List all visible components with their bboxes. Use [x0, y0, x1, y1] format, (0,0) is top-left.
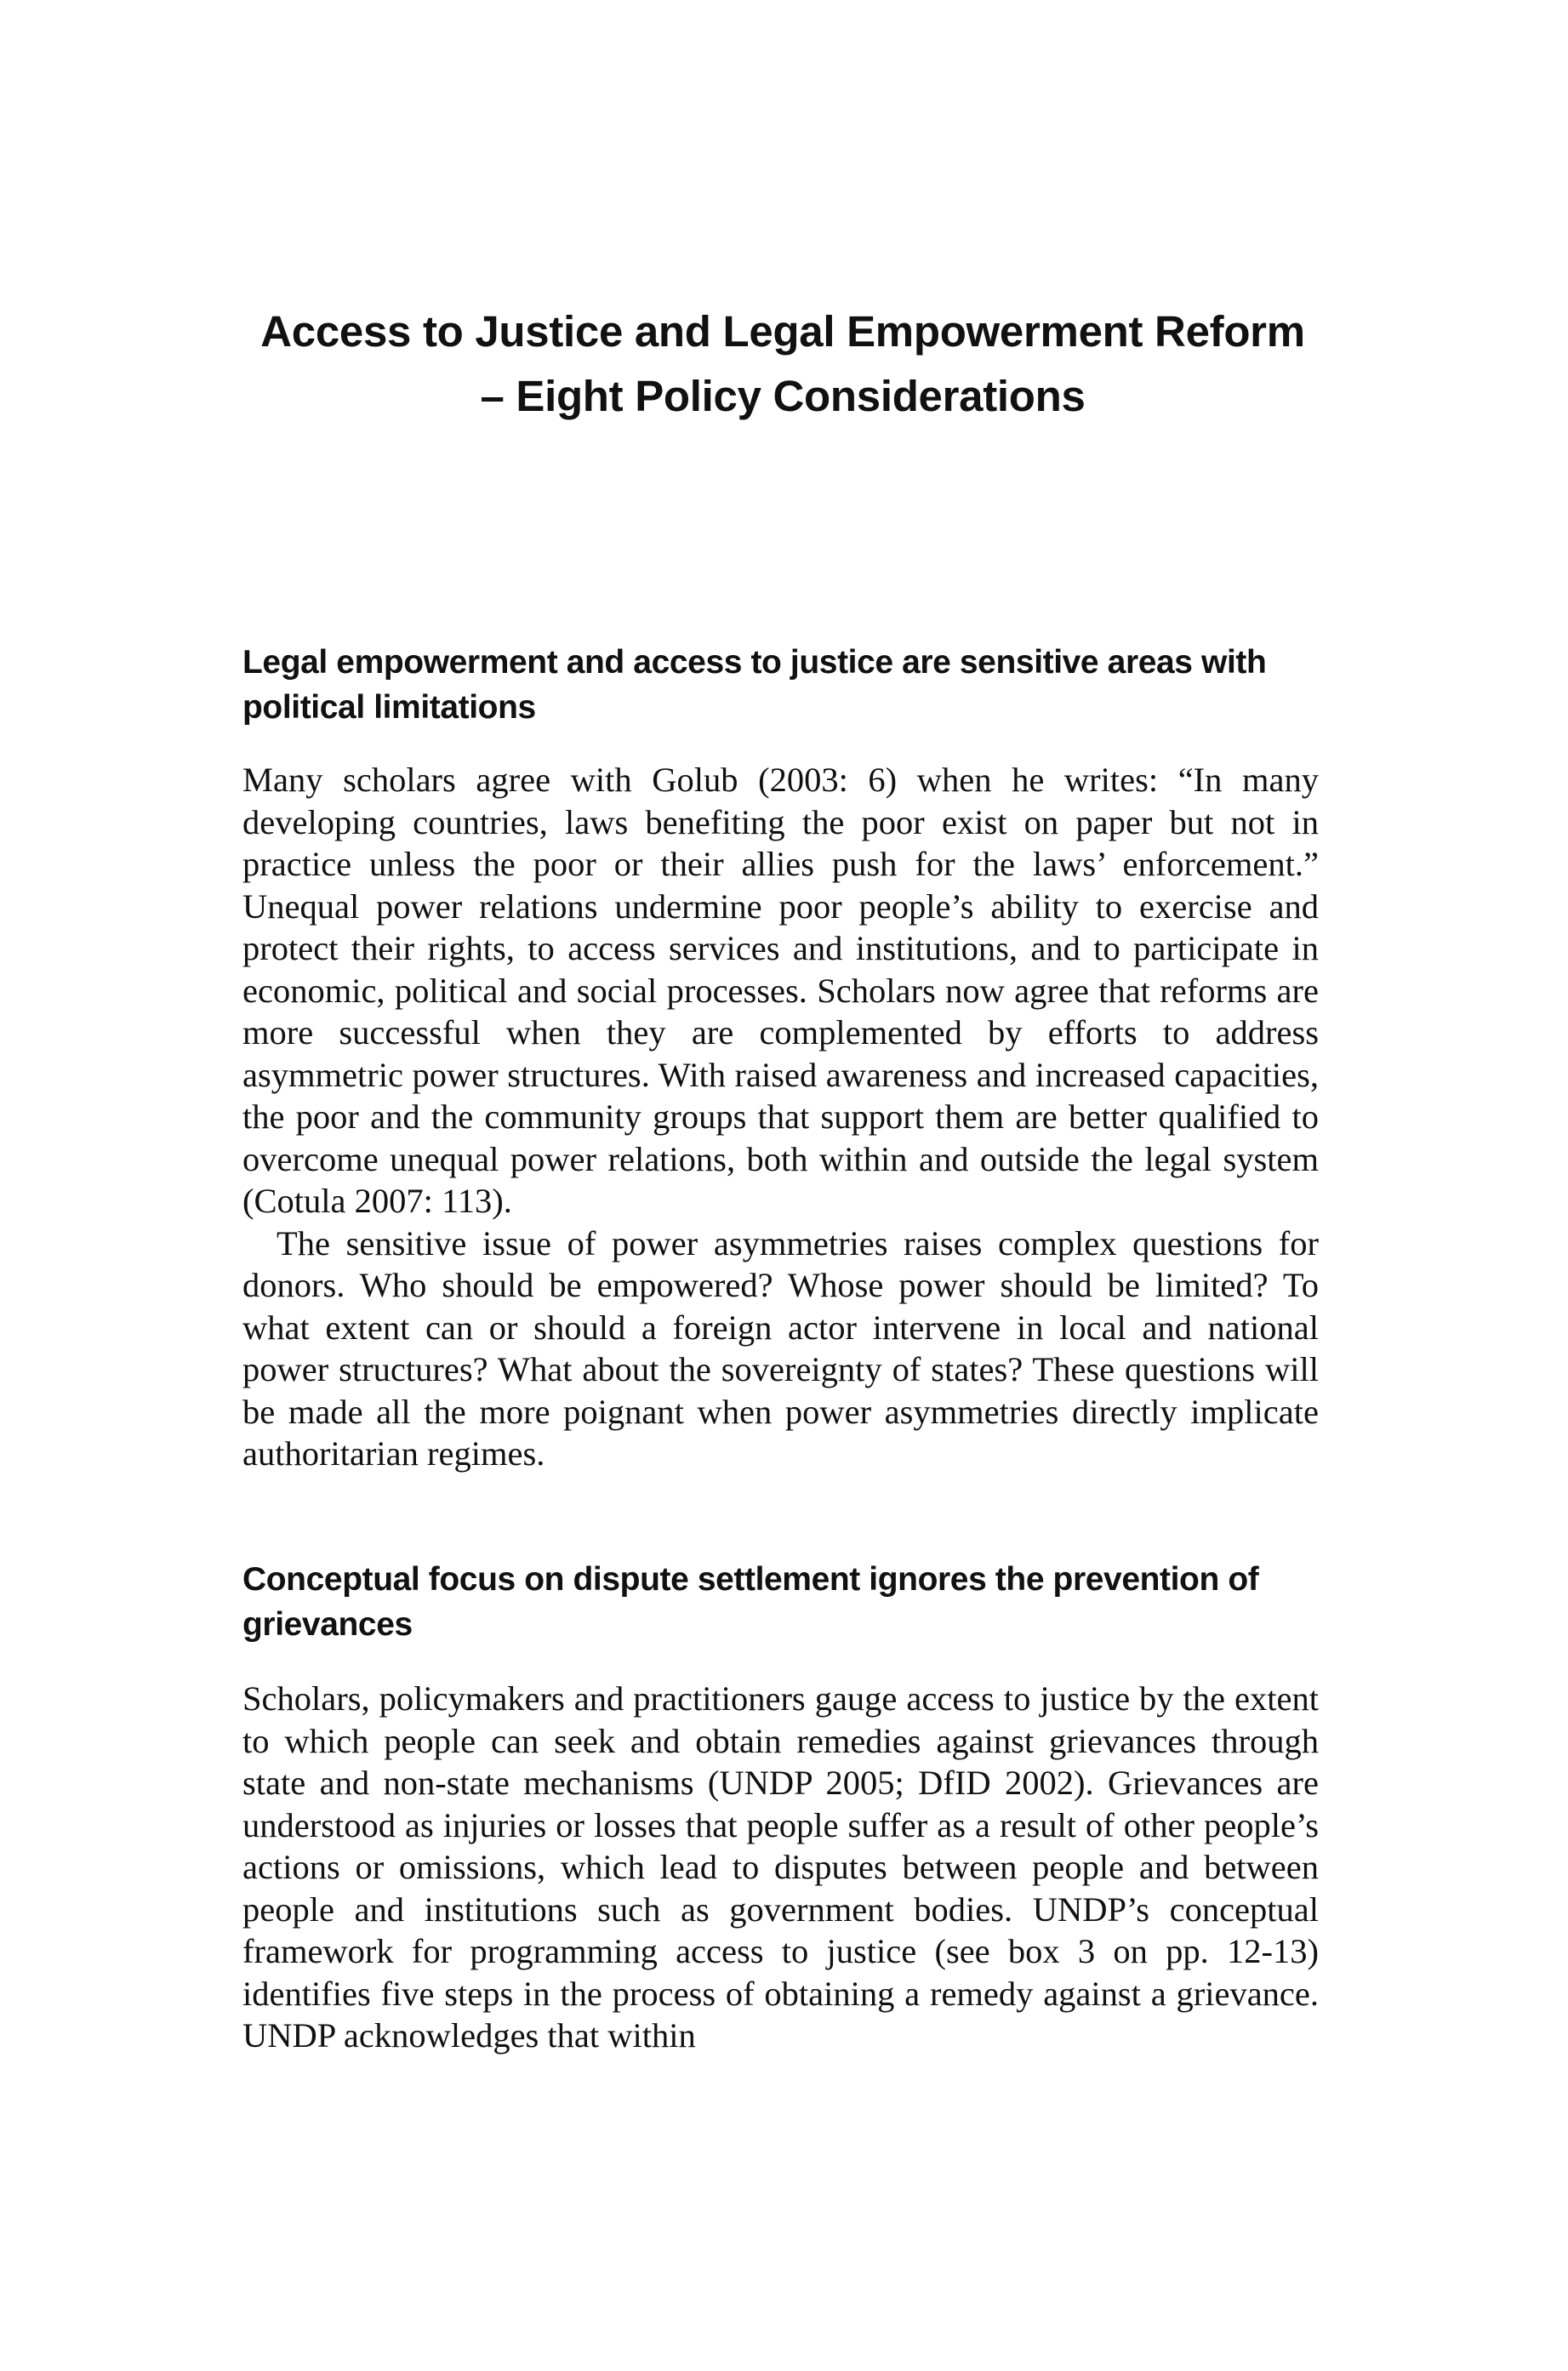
chapter-title	[221, 299, 1344, 429]
section-body-legal-empowerment	[242, 759, 1319, 1475]
chapter-title-line-1: Access to Justice and Legal Empowerment Reform	[260, 307, 1305, 356]
chapter-title-line-2: – Eight Policy Considerations	[480, 372, 1086, 420]
paragraph: Many scholars agree with Golub (2003: 6) when he writes: “In many developing countries, laws benefiting the poor exist on paper but not in practice unless the poor or their allies push for the laws’ enforcement.” Unequal power relations undermine poor people’s ability to exercise and protect their rights, to access services and institutions, and to participate in economic, political and social processes. Scholars now agree that reforms are more successful when they are complemented by efforts to address asymmetric power structures. With raised awareness and increased capacities, the poor and the community groups that support them are better qualified to overcome unequal power relations, both within and outside the legal system (Cotula 2007: 113).	[242, 761, 1319, 1220]
paragraph: Scholars, policymakers and practitioners gauge access to justice by the extent to which people can seek and obtain remedies against grievances through state and non-state mechanisms (UNDP 2005; DfID 2002). Grievances are understood as injuries or losses that people suffer as a result of other people’s actions or omissions, which lead to disputes between people and between people and institutions such as government bodies. UNDP’s conceptual framework for programming access to justice (see box 3 on pp. 12-13) identifies five steps in the process of obtaining a remedy against a grievance. UNDP acknowledges that within	[242, 1679, 1319, 2055]
section-heading-legal-empowerment: Legal empowerment and access to justice are sensitive areas with political limitations	[242, 644, 1267, 726]
paragraph: The sensitive issue of power asymmetries raises complex questions for donors. Who should be empowered? Whose power should be limited? To what extent can or should a foreign actor intervene in local and national power structures? What about the sovereignty of states? These questions will be made all the more poignant when power asymmetries directly implicate authoritarian regimes.	[242, 1223, 1319, 1473]
section-heading-conceptual-focus: Conceptual focus on dispute settlement ignores the prevention of grievances	[242, 1561, 1259, 1643]
section-body-conceptual-focus	[242, 1678, 1319, 2057]
